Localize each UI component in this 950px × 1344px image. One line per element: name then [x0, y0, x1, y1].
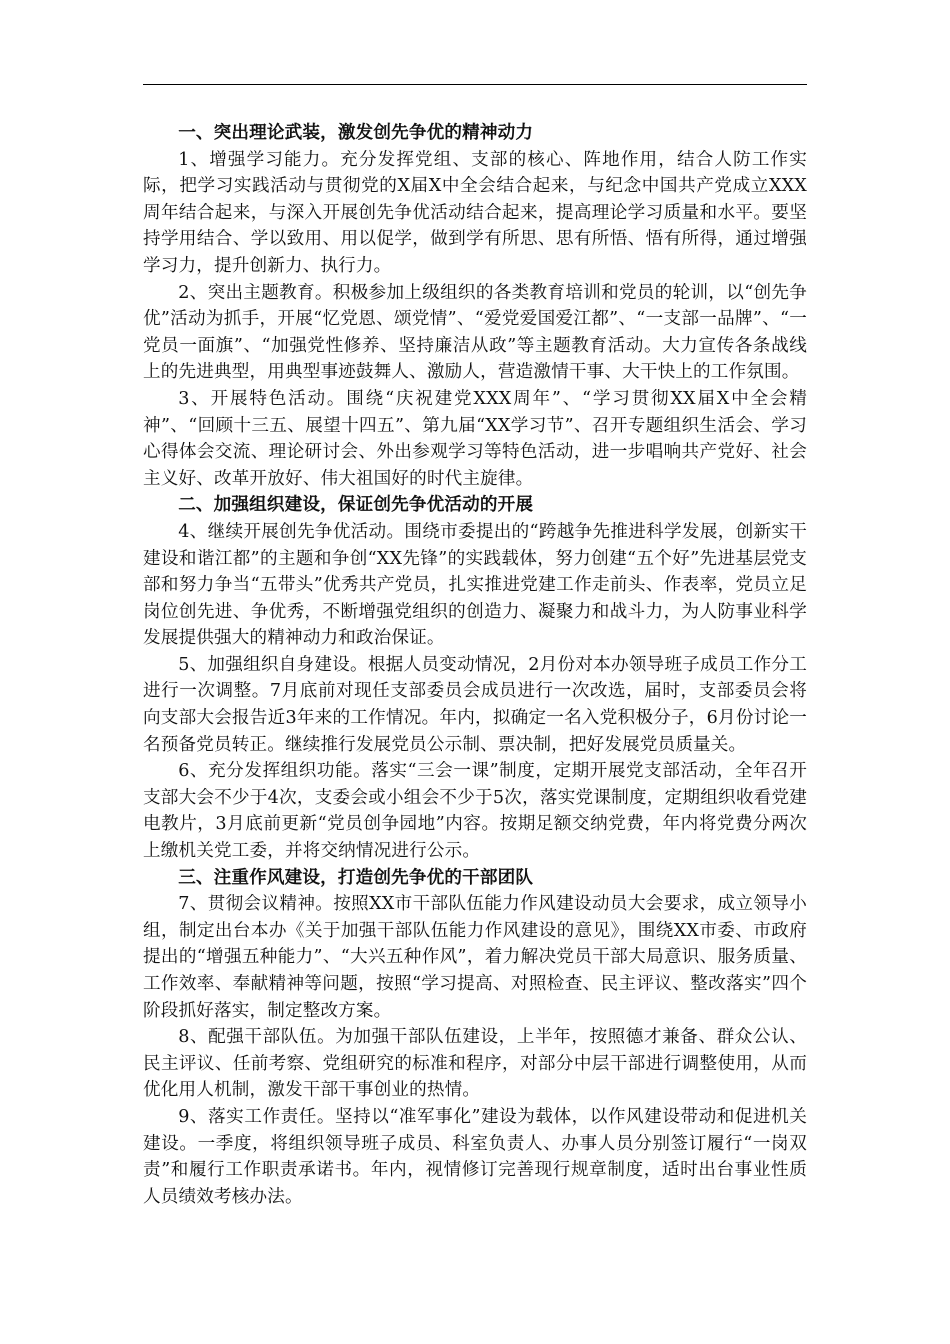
document-body: [143, 120, 807, 1210]
paragraph-3: 3、开展特色活动。围绕“庆祝建党XXX周年”、“学习贯彻XX届X中全会精神”、“回顾十三五、展望十四五”、第九届“XX学习节”、召开专题组织生活会、学习心得体会交流、理论研讨会、外出参观学习等特色活动，进一步唱响共产党好、社会主义好、改革开放好、伟大祖国好的时代主旋律。: [143, 388, 807, 489]
section-2-heading: 二、加强组织建设，保证创先争优活动的开展: [178, 494, 534, 516]
paragraph-1: 1、增强学习能力。充分发挥党组、支部的核心、阵地作用，结合人防工作实际，把学习实践活动与贯彻党的X届X中全会结合起来，与纪念中国共产党成立XXX周年结合起来，与深入开展创先争优活动结合起来，提高理论学习质量和水平。要坚持学用结合、学以致用、用以促学，做到学有所思、思有所悟、悟有所得，通过增强学习力，提升创新力、执行力。: [143, 149, 807, 276]
section-1-heading: 一、突出理论武装，激发创先争优的精神动力: [178, 122, 534, 143]
section-3-heading: 三、注重作风建设，打造创先争优的干部团队: [178, 866, 534, 888]
paragraph-2: 2、突出主题教育。积极参加上级组织的各类教育培训和党员的轮训，以“创先争优”活动为抓手，开展“忆党恩、颂党情”、“爱党爱国爱江都”、“一支部一品牌”、“一党员一面旗”、“加强党性修养、坚持廉洁从政”等主题教育活动。大力宣传各条战线上的先进典型，用典型事迹鼓舞人、激励人，营造激情干事、大干快上的工作氛围。: [143, 282, 807, 383]
header-rule: [143, 84, 807, 85]
paragraph-8: 8、配强干部队伍。为加强干部队伍建设，上半年，按照德才兼备、群众公认、民主评议、任前考察、党组研究的标准和程序，对部分中层干部进行调整使用，从而优化用人机制，激发干部干事创业的热情。: [143, 1027, 807, 1101]
paragraph-5: 5、加强组织自身建设。根据人员变动情况，2月份对本办领导班子成员工作分工进行一次调整。7月底前对现任支部委员会成员进行一次改选，届时，支部委员会将向支部大会报告近3年来的工作情况。年内，拟确定一名入党积极分子，6月份讨论一名预备党员转正。继续推行发展党员公示制、票决制，把好发展党员质量关。: [143, 654, 807, 755]
paragraph-4: 4、继续开展创先争优活动。围绕市委提出的“跨越争先推进科学发展，创新实干建设和谐江都”的主题和争创“XX先锋”的实践载体，努力创建“五个好”先进基层党支部和努力争当“五带头”优秀共产党员，扎实推进党建工作走前头、作表率，党员立足岗位创先进、争优秀，不断增强党组织的创造力、凝聚力和战斗力，为人防事业科学发展提供强大的精神动力和政治保证。: [143, 521, 807, 649]
paragraph-7: 7、贯彻会议精神。按照XX市干部队伍能力作风建设动员大会要求，成立领导小组，制定出台本办《关于加强干部队伍能力作风建设的意见》，围绕XX市委、市政府提出的“增强五种能力”、“大兴五种作风”，着力解决党员干部大局意识、服务质量、工作效率、奉献精神等问题，按照“学习提高、对照检查、民主评议、整改落实”四个阶段抓好落实，制定整改方案。: [143, 894, 807, 1021]
paragraph-9: 9、落实工作责任。坚持以“准军事化”建设为载体，以作风建设带动和促进机关建设。一季度，将组织领导班子成员、科室负责人、办事人员分别签订履行“一岗双责”和履行工作职责承诺书。年内，视情修订完善现行规章制度，适时出台事业性质人员绩效考核办法。: [143, 1106, 807, 1207]
paragraph-6: 6、充分发挥组织功能。落实“三会一课”制度，定期开展党支部活动，全年召开支部大会不少于4次，支委会或小组会不少于5次，落实党课制度，定期组织收看党建电教片，3月底前更新“党员创争园地”内容。按期足额交纳党费，年内将党费分两次上缴机关党工委，并将交纳情况进行公示。: [143, 761, 807, 862]
